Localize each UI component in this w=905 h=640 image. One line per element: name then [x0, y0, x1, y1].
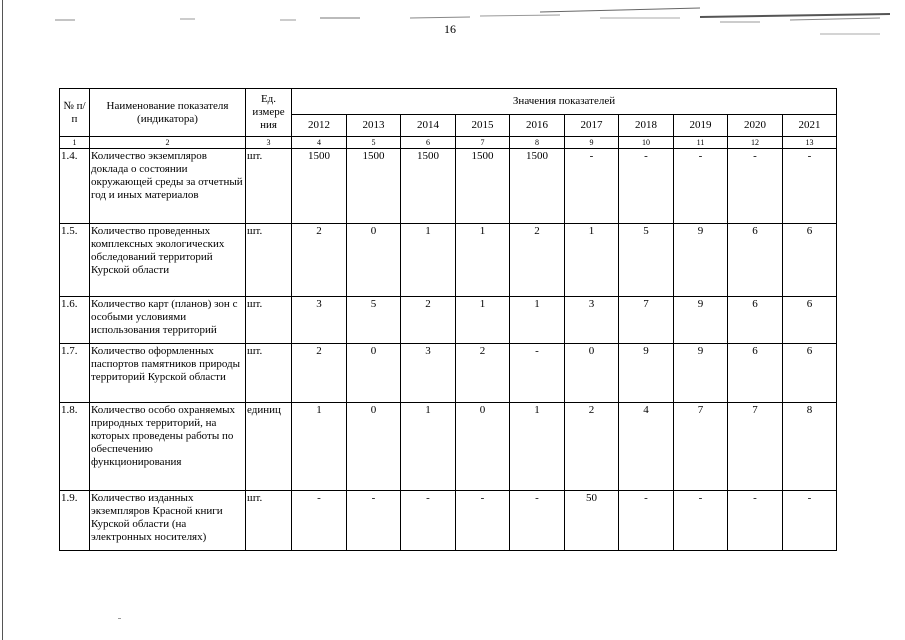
value-cell: 2 — [292, 224, 347, 297]
row-index: 1.9. — [60, 491, 90, 551]
row-index: 1.6. — [60, 297, 90, 344]
value-cell: 2 — [292, 344, 347, 403]
page-number: 16 — [444, 22, 456, 36]
indicator-name: Количество экземпляров доклада о состоянии окружающей среды за отчетный год и иных материалов — [90, 149, 246, 224]
value-cell: 6 — [783, 297, 837, 344]
value-cell: 9 — [674, 344, 728, 403]
value-cell: 9 — [619, 344, 674, 403]
value-cell: 2 — [510, 224, 565, 297]
value-cell: 9 — [674, 224, 728, 297]
value-cell: 7 — [619, 297, 674, 344]
value-cell: 3 — [565, 297, 619, 344]
unit-cell: шт. — [246, 297, 292, 344]
value-cell: 6 — [728, 297, 783, 344]
indicator-name: Количество особо охраняемых природных территорий, на которых проведены работы по обеспечению функционирования — [90, 403, 246, 491]
value-cell: 0 — [347, 224, 401, 297]
value-cell: 0 — [347, 344, 401, 403]
row-index: 1.8. — [60, 403, 90, 491]
value-cell: 6 — [783, 344, 837, 403]
year-header: 2012 — [292, 115, 347, 137]
value-cell: 3 — [401, 344, 456, 403]
value-cell: 1500 — [510, 149, 565, 224]
column-number: 7 — [456, 137, 510, 149]
year-header: 2013 — [347, 115, 401, 137]
year-header: 2014 — [401, 115, 456, 137]
value-cell: 1 — [565, 224, 619, 297]
value-cell: - — [619, 491, 674, 551]
year-header: 2018 — [619, 115, 674, 137]
value-cell: 50 — [565, 491, 619, 551]
value-cell: - — [456, 491, 510, 551]
value-cell: 8 — [783, 403, 837, 491]
column-number: 9 — [565, 137, 619, 149]
year-header: 2015 — [456, 115, 510, 137]
value-cell: 6 — [728, 224, 783, 297]
page-left-edge — [2, 0, 3, 640]
year-header: 2019 — [674, 115, 728, 137]
value-cell: - — [292, 491, 347, 551]
value-cell: - — [728, 149, 783, 224]
column-number: 1 — [60, 137, 90, 149]
value-cell: 6 — [728, 344, 783, 403]
value-cell: 1500 — [347, 149, 401, 224]
value-cell: 7 — [674, 403, 728, 491]
column-number: 11 — [674, 137, 728, 149]
value-cell: 1500 — [456, 149, 510, 224]
value-cell: 5 — [619, 224, 674, 297]
table-row — [60, 149, 837, 224]
value-cell: 1500 — [401, 149, 456, 224]
unit-cell: единиц — [246, 403, 292, 491]
value-cell: - — [728, 491, 783, 551]
row-index: 1.5. — [60, 224, 90, 297]
value-cell: - — [674, 491, 728, 551]
table-row — [60, 344, 837, 403]
header-unit: Ед. измере ния — [246, 89, 292, 137]
indicator-name: Количество проведенных комплексных экологических обследований территорий Курской области — [90, 224, 246, 297]
value-cell: 2 — [456, 344, 510, 403]
indicator-name: Количество изданных экземпляров Красной книги Курской области (на электронных носителях) — [90, 491, 246, 551]
value-cell: 0 — [456, 403, 510, 491]
value-cell: 1 — [510, 297, 565, 344]
unit-cell: шт. — [246, 491, 292, 551]
value-cell: 5 — [347, 297, 401, 344]
indicator-name: Количество оформленных паспортов памятников природы территорий Курской области — [90, 344, 246, 403]
year-header: 2016 — [510, 115, 565, 137]
value-cell: - — [619, 149, 674, 224]
value-cell: 3 — [292, 297, 347, 344]
column-number-row — [60, 137, 837, 149]
unit-cell: шт. — [246, 149, 292, 224]
year-header: 2021 — [783, 115, 837, 137]
value-cell: 6 — [783, 224, 837, 297]
value-cell: 0 — [347, 403, 401, 491]
value-cell: 1 — [456, 297, 510, 344]
header-values: Значения показателей — [292, 89, 837, 115]
value-cell: - — [674, 149, 728, 224]
value-cell: - — [347, 491, 401, 551]
row-index: 1.4. — [60, 149, 90, 224]
header-number: № п/п — [60, 89, 90, 137]
value-cell: 2 — [401, 297, 456, 344]
value-cell: - — [401, 491, 456, 551]
table-row — [60, 297, 837, 344]
table-row — [60, 491, 837, 551]
value-cell: 1 — [456, 224, 510, 297]
value-cell: 1 — [292, 403, 347, 491]
year-header: 2020 — [728, 115, 783, 137]
header-indicator-name: Наименование показателя (индикатора) — [90, 89, 246, 137]
indicator-name: Количество карт (планов) зон с особыми условиями использования территорий — [90, 297, 246, 344]
value-cell: 1 — [510, 403, 565, 491]
value-cell: 1 — [401, 224, 456, 297]
unit-cell: шт. — [246, 224, 292, 297]
value-cell: - — [783, 491, 837, 551]
value-cell: 0 — [565, 344, 619, 403]
column-number: 6 — [401, 137, 456, 149]
column-number: 3 — [246, 137, 292, 149]
scan-speck — [118, 618, 121, 619]
column-number: 8 — [510, 137, 565, 149]
unit-cell: шт. — [246, 344, 292, 403]
value-cell: - — [783, 149, 837, 224]
value-cell: 7 — [728, 403, 783, 491]
value-cell: - — [510, 344, 565, 403]
value-cell: 2 — [565, 403, 619, 491]
header-row-1 — [60, 89, 837, 115]
row-index: 1.7. — [60, 344, 90, 403]
value-cell: 1 — [401, 403, 456, 491]
column-number: 2 — [90, 137, 246, 149]
value-cell: 1500 — [292, 149, 347, 224]
value-cell: 4 — [619, 403, 674, 491]
year-header: 2017 — [565, 115, 619, 137]
table-row — [60, 403, 837, 491]
column-number: 13 — [783, 137, 837, 149]
column-number: 5 — [347, 137, 401, 149]
column-number: 10 — [619, 137, 674, 149]
table-row — [60, 224, 837, 297]
value-cell: - — [565, 149, 619, 224]
column-number: 4 — [292, 137, 347, 149]
value-cell: - — [510, 491, 565, 551]
indicators-table — [59, 88, 837, 551]
value-cell: 9 — [674, 297, 728, 344]
column-number: 12 — [728, 137, 783, 149]
